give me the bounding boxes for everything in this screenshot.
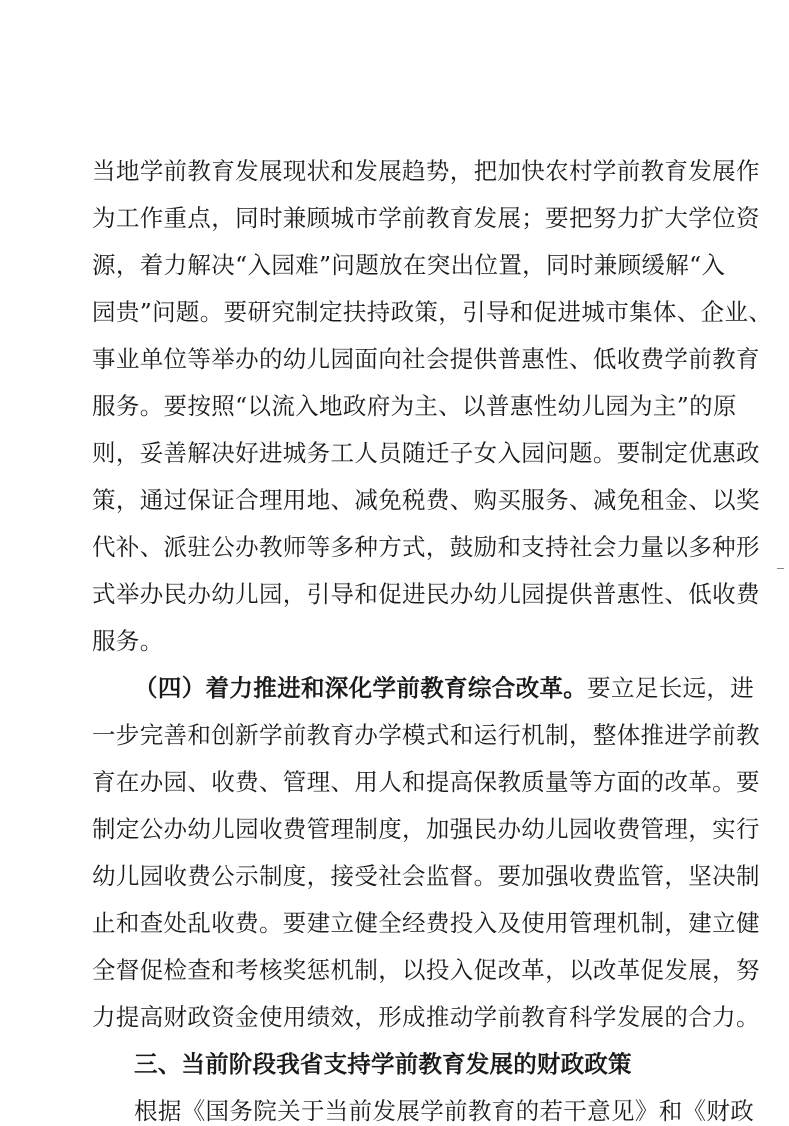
section-3-heading: 三、当前阶段我省支持学前教育发展的财政政策 — [134, 1050, 632, 1078]
paragraph-line: 服务。 — [92, 627, 164, 655]
section-4-heading: （四）着力推进和深化学前教育综合改革。 — [134, 674, 588, 702]
paragraph-line: 为工作重点，同时兼顾城市学前教育发展；要把努力扩大学位资 — [92, 204, 760, 232]
paragraph-line: 代补、派驻公办教师等多种方式，鼓励和支持社会力量以多种形 — [92, 533, 760, 561]
paragraph-line: 根据《国务院关于当前发展学前教育的若干意见》和《财政 — [134, 1097, 755, 1125]
paragraph-line: 止和查处乱收费。要建立健全经费投入及使用管理机制，建立健 — [92, 909, 760, 937]
paragraph-line: 幼儿园收费公示制度，接受社会监督。要加强收费监管，坚决制 — [92, 862, 760, 890]
paragraph-line: 服务。要按照“以流入地政府为主、以普惠性幼儿园为主”的原 — [92, 392, 737, 420]
paragraph-line: 园贵”问题。要研究制定扶持政策，引导和促进城市集体、企业、 — [92, 298, 773, 326]
scan-mark — [777, 568, 784, 569]
paragraph-line: 事业单位等举办的幼儿园面向社会提供普惠性、低收费学前教育 — [92, 345, 760, 373]
paragraph-line: 全督促检查和考核奖惩机制，以投入促改革，以改革促发展，努 — [92, 956, 760, 984]
paragraph-line: 则，妥善解决好进城务工人员随迁子女入园问题。要制定优惠政 — [92, 439, 760, 467]
section-4-text: 要立足长远，进 — [587, 674, 755, 702]
paragraph-line: 一步完善和创新学前教育办学模式和运行机制，整体推进学前教 — [92, 721, 760, 749]
paragraph-line: 制定公办幼儿园收费管理制度，加强民办幼儿园收费管理，实行 — [92, 815, 760, 843]
section-4-first-line — [134, 673, 754, 703]
paragraph-line: 源，着力解决“入园难”问题放在突出位置，同时兼顾缓解“入 — [92, 251, 726, 279]
paragraph-line: 式举办民办幼儿园，引导和促进民办幼儿园提供普惠性、低收费 — [92, 580, 760, 608]
paragraph-line: 育在办园、收费、管理、用人和提高保教质量等方面的改革。要 — [92, 768, 760, 796]
paragraph-line: 策，通过保证合理用地、减免税费、购买服务、减免租金、以奖 — [92, 486, 760, 514]
paragraph-line: 力提高财政资金使用绩效，形成推动学前教育科学发展的合力。 — [92, 1003, 760, 1031]
paragraph-line: 当地学前教育发展现状和发展趋势，把加快农村学前教育发展作 — [92, 157, 760, 185]
